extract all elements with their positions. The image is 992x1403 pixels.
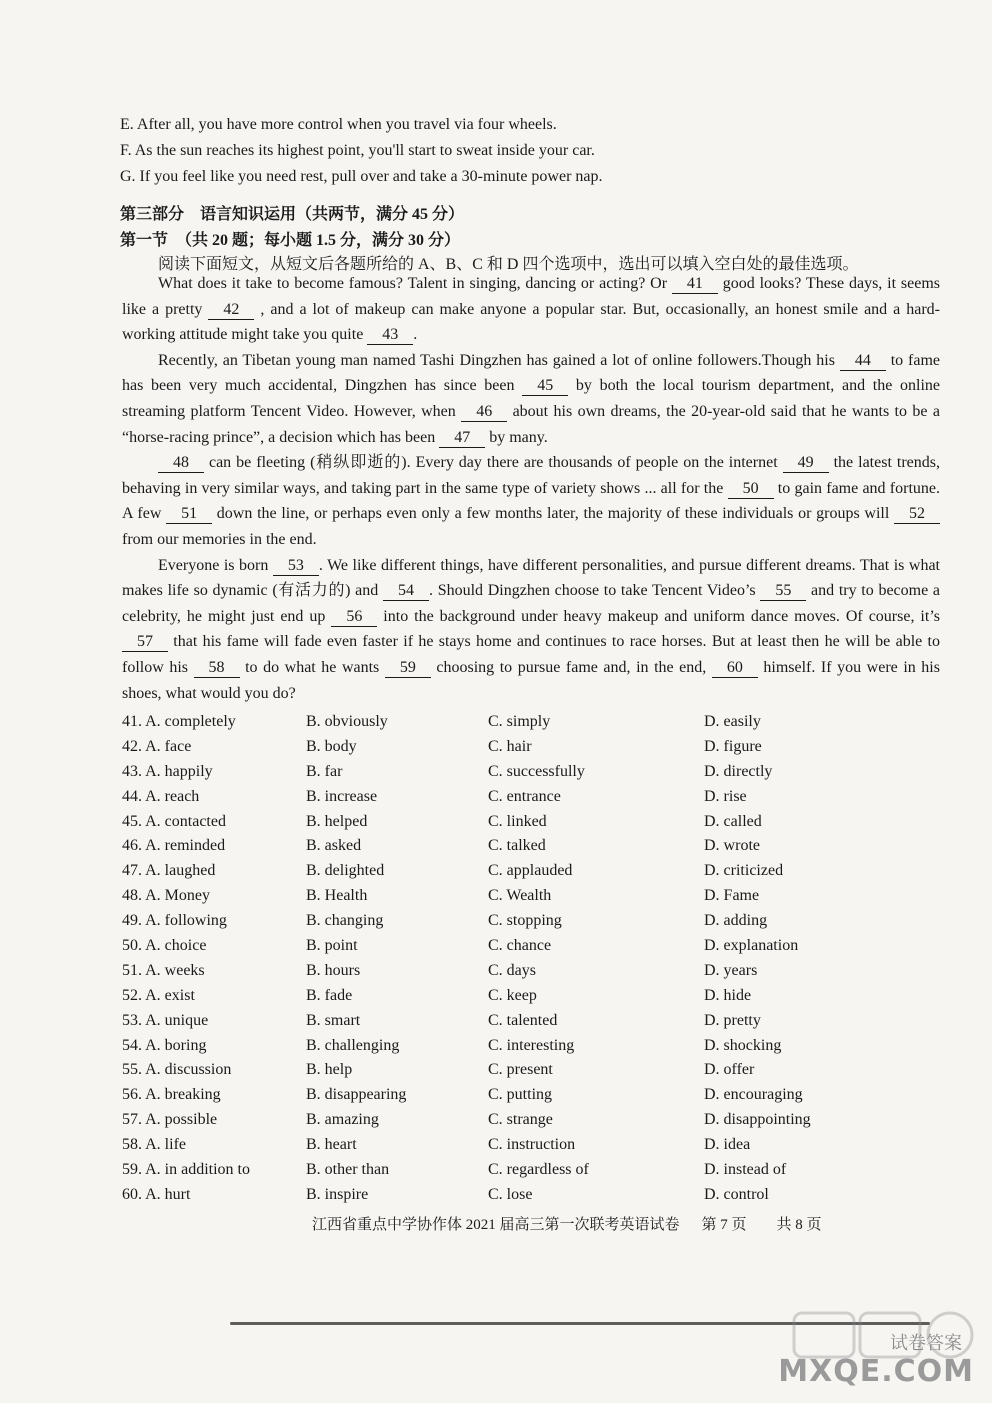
- choice-option-d: D. called: [704, 812, 762, 830]
- choice-option-b: B. Health: [306, 887, 368, 905]
- text: to gain fame and fortune. A few: [122, 479, 940, 523]
- text: .: [413, 326, 418, 344]
- top-options: [120, 112, 940, 190]
- choice-option-a: 53. A. unique: [122, 1011, 209, 1029]
- footer-total-pages: 共 8 页: [776, 1217, 822, 1233]
- option-e: E. After all, you have more control when you travel via four wheels.: [120, 116, 557, 133]
- text: himself. If you were in his shoes, what would you do?: [122, 658, 940, 702]
- section-subtitle: 第一节 （共 20 题；每小题 1.5 分，满分 30 分）: [120, 232, 461, 249]
- choice-option-a: 58. A. life: [122, 1136, 186, 1154]
- choice-option-a: 47. A. laughed: [122, 862, 216, 880]
- choice-option-c: C. linked: [488, 812, 547, 830]
- text: into the background under heavy makeup and uniform dance moves. Of course, it’s: [377, 607, 940, 625]
- choice-option-c: C. entrance: [488, 787, 561, 805]
- blank-59: 59: [385, 659, 431, 678]
- blank-58: 58: [194, 659, 240, 678]
- option-g: G. If you feel like you need rest, pull over and take a 30-minute power nap.: [120, 168, 603, 185]
- footer-title: 江西省重点中学协作体 2021 届高三第一次联考英语试卷: [312, 1217, 680, 1233]
- choice-option-d: D. adding: [704, 912, 768, 930]
- choice-option-c: C. putting: [488, 1086, 553, 1104]
- text: . Should Dingzhen choose to take Tencent Video’s: [429, 582, 761, 600]
- choice-row: [122, 984, 942, 1009]
- choice-option-c: C. instruction: [488, 1136, 576, 1154]
- choice-option-c: C. lose: [488, 1185, 533, 1203]
- choice-option-c: C. applauded: [488, 862, 573, 880]
- choice-row: [122, 1034, 942, 1059]
- choice-option-a: 60. A. hurt: [122, 1185, 191, 1203]
- choice-option-d: D. offer: [704, 1061, 755, 1079]
- choice-row: [122, 959, 942, 984]
- blank-46: 46: [461, 403, 507, 422]
- choice-option-b: B. smart: [306, 1011, 361, 1029]
- blank-53: 53: [273, 557, 319, 576]
- answer-choices: [122, 710, 942, 1208]
- blank-55: 55: [760, 582, 806, 601]
- choice-option-d: D. explanation: [704, 937, 799, 955]
- choice-option-d: D. rise: [704, 787, 747, 805]
- paragraph-4: [122, 553, 940, 707]
- choice-row: [122, 859, 942, 884]
- choice-row: [122, 710, 942, 735]
- cloze-passage: [122, 271, 940, 706]
- choice-option-d: D. Fame: [704, 887, 760, 905]
- blank-45: 45: [522, 377, 568, 396]
- choice-option-a: 59. A. in addition to: [122, 1161, 250, 1179]
- choice-row: [122, 785, 942, 810]
- text: choosing to pursue fame and, in the end,: [430, 658, 712, 676]
- blank-50: 50: [728, 480, 774, 499]
- blank-57: 57: [122, 633, 168, 652]
- choice-option-c: C. days: [488, 961, 536, 979]
- text: and try to become a celebrity, he might just end up: [122, 582, 941, 625]
- choice-option-a: 50. A. choice: [122, 937, 207, 955]
- choice-option-b: B. far: [306, 762, 343, 780]
- choice-option-a: 49. A. following: [122, 912, 227, 930]
- footer-page-number: 第 7 页: [701, 1217, 747, 1233]
- choice-option-d: D. encouraging: [704, 1086, 803, 1104]
- blank-47: 47: [439, 429, 485, 448]
- blank-44: 44: [840, 352, 886, 371]
- paragraph-3: [122, 450, 940, 552]
- choice-option-a: 54. A. boring: [122, 1036, 207, 1054]
- choice-option-d: D. criticized: [704, 862, 784, 880]
- choice-option-d: D. directly: [704, 762, 773, 780]
- choice-option-d: D. instead of: [704, 1161, 787, 1179]
- text: that his fame will fade even faster if he stays home and continues to race horses. But at least then he will be able to follow his: [122, 633, 940, 676]
- blank-60: 60: [712, 659, 758, 678]
- text: to do what he wants: [239, 658, 385, 676]
- text: by both the local tourism department, and the online streaming platform Tencent Video. However, when: [122, 377, 940, 420]
- choice-option-c: C. present: [488, 1061, 553, 1079]
- choice-option-b: B. point: [306, 937, 358, 955]
- choice-row: [122, 1009, 942, 1034]
- choice-row: [122, 934, 942, 959]
- choice-option-a: 56. A. breaking: [122, 1086, 221, 1104]
- choice-option-a: 44. A. reach: [122, 787, 200, 805]
- text: can be fleeting (稍纵即逝的). Every day there are thousands of people on the internet: [204, 454, 783, 472]
- choice-option-b: B. body: [306, 737, 357, 755]
- choice-option-a: 43. A. happily: [122, 762, 213, 780]
- choice-option-c: C. Wealth: [488, 887, 552, 905]
- choice-row: [122, 834, 942, 859]
- choice-option-c: C. keep: [488, 986, 537, 1004]
- choice-option-b: B. asked: [306, 837, 362, 855]
- choice-option-b: B. hours: [306, 961, 361, 979]
- blank-48: 48: [158, 454, 204, 473]
- choice-option-a: 41. A. completely: [122, 713, 236, 730]
- choice-option-d: D. pretty: [704, 1011, 761, 1029]
- blank-56: 56: [331, 608, 377, 627]
- choice-option-b: B. amazing: [306, 1111, 379, 1129]
- choice-row: [122, 884, 942, 909]
- blank-41: 41: [672, 275, 718, 294]
- choice-option-c: C. interesting: [488, 1036, 575, 1054]
- text: from our memories in the end.: [122, 530, 317, 548]
- choice-option-b: B. obviously: [306, 713, 388, 730]
- choice-option-d: D. figure: [704, 737, 762, 755]
- choice-option-d: D. shocking: [704, 1036, 782, 1054]
- text: down the line, or perhaps even only a few months later, the majority of these individuals or groups will: [212, 505, 895, 523]
- text: good looks? These days, it seems like a pretty: [122, 275, 940, 318]
- choice-row: [122, 1083, 942, 1108]
- text: to fame has been very much accidental, Dingzhen has since been: [122, 351, 941, 395]
- choice-option-b: B. challenging: [306, 1036, 400, 1054]
- choice-row: [122, 735, 942, 760]
- text: Everyone is born: [158, 556, 273, 574]
- choice-row: [122, 810, 942, 835]
- blank-42: 42: [208, 301, 254, 320]
- choice-option-c: C. talked: [488, 837, 546, 855]
- choice-option-b: B. changing: [306, 912, 384, 930]
- choice-row: [122, 909, 942, 934]
- choice-row: [122, 1133, 942, 1158]
- choice-option-c: C. stopping: [488, 912, 562, 930]
- paragraph-2: [122, 348, 940, 450]
- choice-option-a: 46. A. reminded: [122, 837, 226, 855]
- choice-option-b: B. helped: [306, 812, 368, 830]
- choice-option-a: 45. A. contacted: [122, 812, 226, 830]
- choice-option-b: B. delighted: [306, 862, 385, 880]
- page-footer: [312, 1214, 822, 1236]
- choice-option-b: B. heart: [306, 1136, 357, 1154]
- blank-52: 52: [894, 505, 940, 524]
- text: the latest trends, behaving in very similar ways, and taking part in the same type of variety shows ... all for the: [122, 454, 940, 497]
- watermark-text-url: MXQE.COM: [778, 1354, 974, 1389]
- choice-option-d: D. hide: [704, 986, 752, 1004]
- choice-option-c: C. simply: [488, 713, 551, 730]
- choice-option-b: B. fade: [306, 986, 353, 1004]
- option-f: F. As the sun reaches its highest point, you'll start to sweat inside your car.: [120, 142, 595, 159]
- choice-option-d: D. years: [704, 961, 758, 979]
- choice-option-c: C. strange: [488, 1111, 553, 1129]
- choice-row: [122, 1108, 942, 1133]
- choice-row: [122, 1058, 942, 1083]
- choice-option-b: B. help: [306, 1061, 353, 1079]
- text: What does it take to become famous? Talent in singing, dancing or acting? Or: [158, 275, 672, 292]
- choice-row: [122, 1183, 942, 1208]
- choice-option-b: B. inspire: [306, 1185, 369, 1203]
- choice-option-b: B. disappearing: [306, 1086, 407, 1104]
- section-title: 第三部分 语言知识运用（共两节，满分 45 分）: [120, 206, 465, 223]
- text: , and a lot of makeup can make anyone a popular star. But, occasionally, an honest smile and a hard-working attitude might take you quite: [122, 300, 940, 344]
- choice-option-d: D. control: [704, 1185, 769, 1203]
- choice-option-d: D. easily: [704, 713, 761, 730]
- choice-option-a: 51. A. weeks: [122, 961, 205, 979]
- choice-row: [122, 1158, 942, 1183]
- section-instruction: 阅读下面短文，从短文后各题所给的 A、B、C 和 D 四个选项中，选出可以填入空白处的最佳选项。: [158, 256, 859, 273]
- paragraph-1: [122, 271, 940, 348]
- choice-option-a: 57. A. possible: [122, 1111, 218, 1129]
- choice-option-d: D. idea: [704, 1136, 751, 1154]
- choice-option-c: C. regardless of: [488, 1161, 589, 1179]
- blank-49: 49: [783, 454, 829, 473]
- blank-43: 43: [367, 326, 413, 345]
- choice-option-a: 42. A. face: [122, 737, 192, 755]
- choice-option-c: C. hair: [488, 737, 532, 755]
- choice-option-c: C. talented: [488, 1011, 558, 1029]
- choice-option-b: B. other than: [306, 1161, 390, 1179]
- choice-option-d: D. disappointing: [704, 1111, 811, 1129]
- choice-option-b: B. increase: [306, 787, 378, 805]
- watermark-text-cn: 试卷答案: [890, 1333, 962, 1354]
- choice-option-a: 55. A. discussion: [122, 1061, 232, 1079]
- choice-option-c: C. chance: [488, 937, 552, 955]
- choice-option-d: D. wrote: [704, 837, 760, 855]
- text: Recently, an Tibetan young man named Tashi Dingzhen has gained a lot of online followers.Though his: [158, 351, 840, 369]
- blank-51: 51: [166, 505, 212, 524]
- choice-option-a: 52. A. exist: [122, 986, 195, 1004]
- blank-54: 54: [383, 582, 429, 601]
- choice-option-c: C. successfully: [488, 762, 585, 780]
- text: about his own dreams, the 20-year-old said that he wants to be a “horse-racing prince”, a decision which has been: [122, 402, 940, 446]
- text: by many.: [485, 428, 548, 446]
- text: . We like different things, have different personalities, and pursue different dreams. That is what makes life so dynamic (有活力的) and: [122, 556, 940, 600]
- choice-row: [122, 760, 942, 785]
- choice-option-a: 48. A. Money: [122, 887, 210, 905]
